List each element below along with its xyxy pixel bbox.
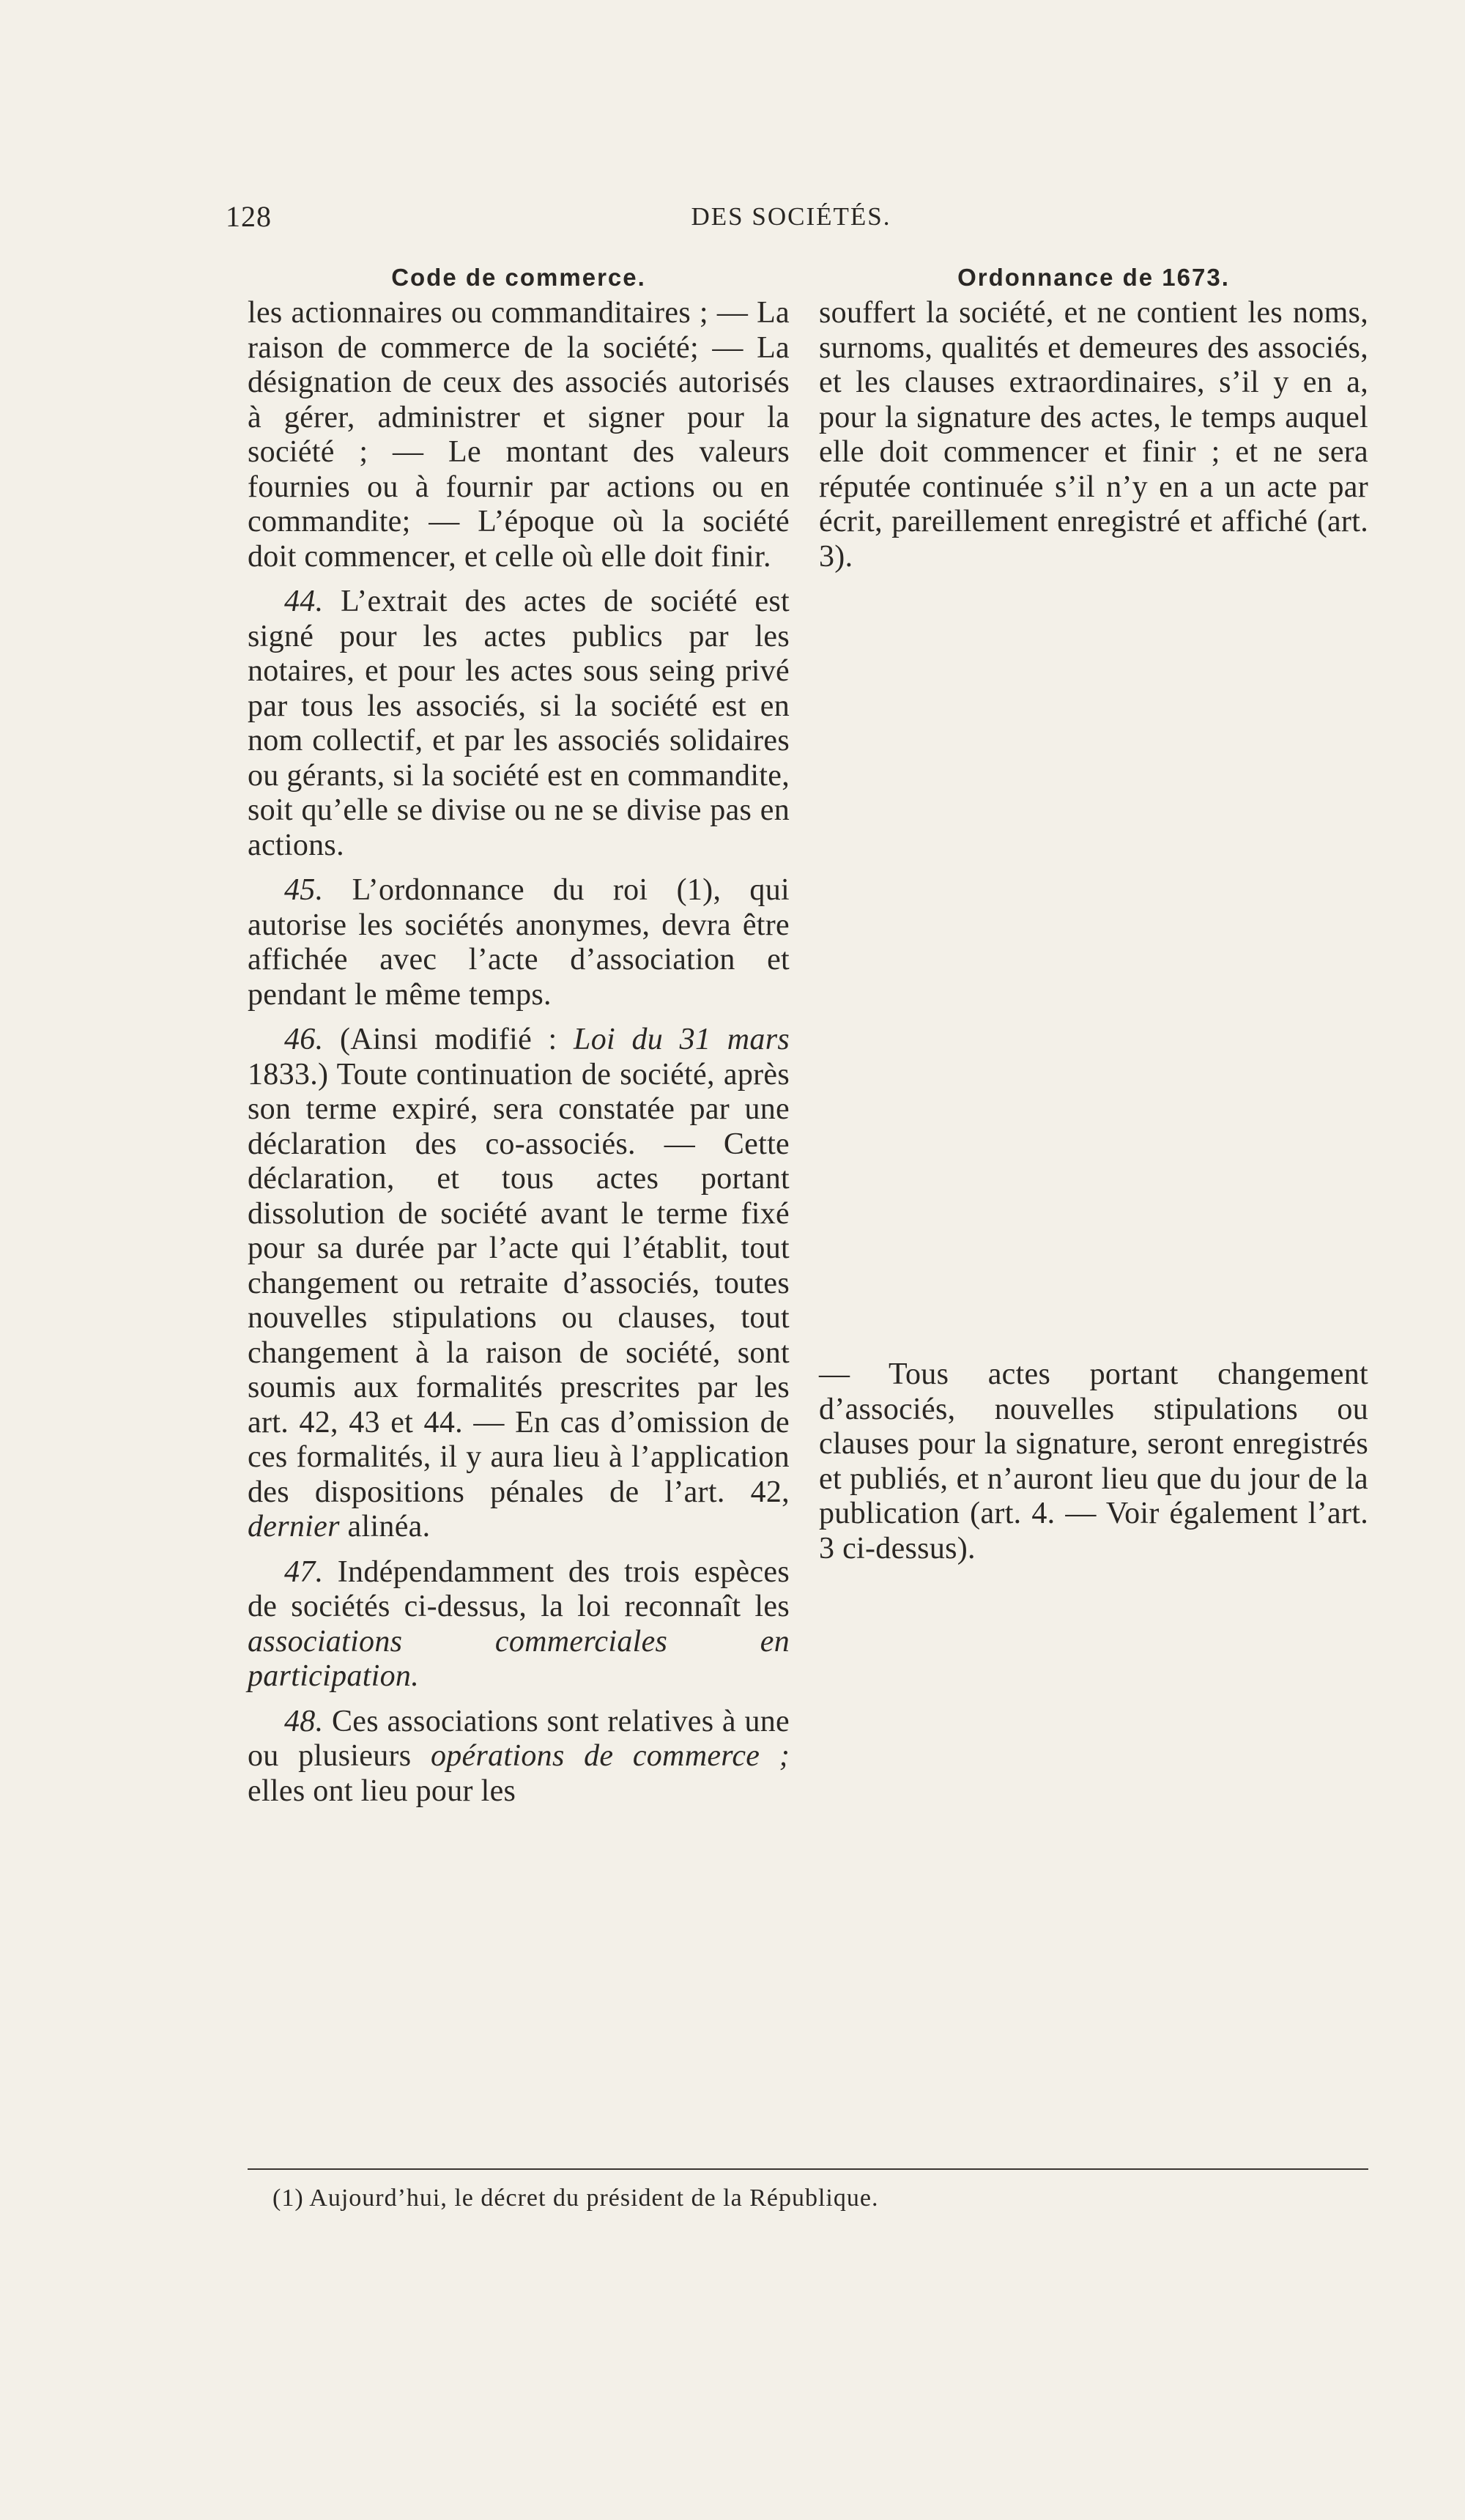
- article-48-text: Ces associations sont relatives à une ou plusieurs: [248, 1704, 790, 1773]
- right-column-ordonnance-1673: [819, 264, 1368, 1576]
- left-column-heading: Code de commerce.: [391, 264, 646, 291]
- article-45: [248, 873, 790, 1012]
- article-45-text: L’ordonnance du roi (1), qui autorise les sociétés anonymes, devra être affichée avec l’acte d’association et pendant le même temps.: [248, 873, 790, 1012]
- footnote: (1) Aujourd’hui, le décret du président de la République.: [272, 2184, 879, 2212]
- article-48-italic: opérations de commerce ;: [430, 1739, 790, 1773]
- article-48-end: elles ont lieu pour les: [248, 1774, 516, 1808]
- article-48-number: 48.: [284, 1704, 324, 1738]
- article-46-dernier: dernier: [248, 1510, 340, 1544]
- article-46: [248, 1023, 790, 1545]
- footnote-rule: [248, 2168, 1368, 2170]
- running-header: [220, 199, 1362, 243]
- left-paragraph-continuation: les actionnaires ou commanditaires ; — La raison de commerce de la société; — La désignation de ceux des associés autorisés à gérer, administrer et signer pour la société ; — Le montant des valeurs fournies ou à fournir par actions ou en commandite; — L’époque où la société doit commencer, et celle où elle doit finir.: [248, 296, 790, 574]
- article-45-number: 45.: [284, 873, 324, 907]
- page-number: 128: [226, 200, 272, 233]
- left-column-code-de-commerce: [248, 264, 790, 1819]
- right-paragraph-article-4: — Tous actes portant changement d’associés, nouvelles stipulations ou clauses pour la signature, seront enregistrés et publiés, et n’auront lieu que du jour de la publication (art. 4. — Voir également l’art. 3 ci-dessus).: [819, 1357, 1368, 1565]
- article-47-italic: associations commerciales en participation.: [248, 1624, 790, 1693]
- article-47-text: Indépendamment des trois espèces de sociétés ci-dessus, la loi reconnaît les: [248, 1554, 790, 1623]
- running-title: DES SOCIÉTÉS.: [691, 202, 891, 231]
- article-44-number: 44.: [284, 585, 324, 618]
- article-46-law-reference: Loi du 31 mars: [574, 1023, 790, 1056]
- right-column-heading: Ordonnance de 1673.: [957, 264, 1230, 291]
- article-46-text: 1833.) Toute continuation de société, après son terme expiré, sera constatée par une déclaration des co-associés. — Cette déclaration, et tous actes portant dissolution de société avant le terme fixé pour sa durée par l’acte qui l’établit, tout changement ou retraite d’associés, toutes nouvelles stipulations ou clauses, tout changement à la raison de société, sont soumis aux formalités prescrites par les art. 42, 43 et 44. — En cas d’omission de ces formalités, il y aura lieu à l’application des dispositions pénales de l’art. 42,: [248, 1057, 790, 1509]
- article-46-number: 46.: [284, 1023, 324, 1056]
- article-44: [248, 585, 790, 863]
- right-column-blank: [819, 585, 1368, 1357]
- article-46-prefix: (Ainsi modifié :: [323, 1023, 574, 1056]
- article-44-text: L’extrait des actes de société est signé pour les actes publics par les notaires, et pour les actes sous seing privé par tous les associés, si la société est en nom collectif, et par les associés solidaires ou gérants, si la société est en commandite, soit qu’elle se divise ou ne se divise pas en actions.: [248, 585, 790, 862]
- right-paragraph-article-3: souffert la société, et ne contient les noms, surnoms, qualités et demeures des associés, et les clauses extraordinaires, s’il y en a, pour la signature des actes, le temps auquel elle doit commencer et finir ; et ne sera réputée continuée s’il n’y en a un acte par écrit, pareillement enregistré et affiché (art. 3).: [819, 296, 1368, 574]
- article-48: [248, 1705, 790, 1809]
- article-47-number: 47.: [284, 1554, 324, 1589]
- article-47: [248, 1555, 790, 1694]
- article-46-end: alinéa.: [339, 1510, 431, 1544]
